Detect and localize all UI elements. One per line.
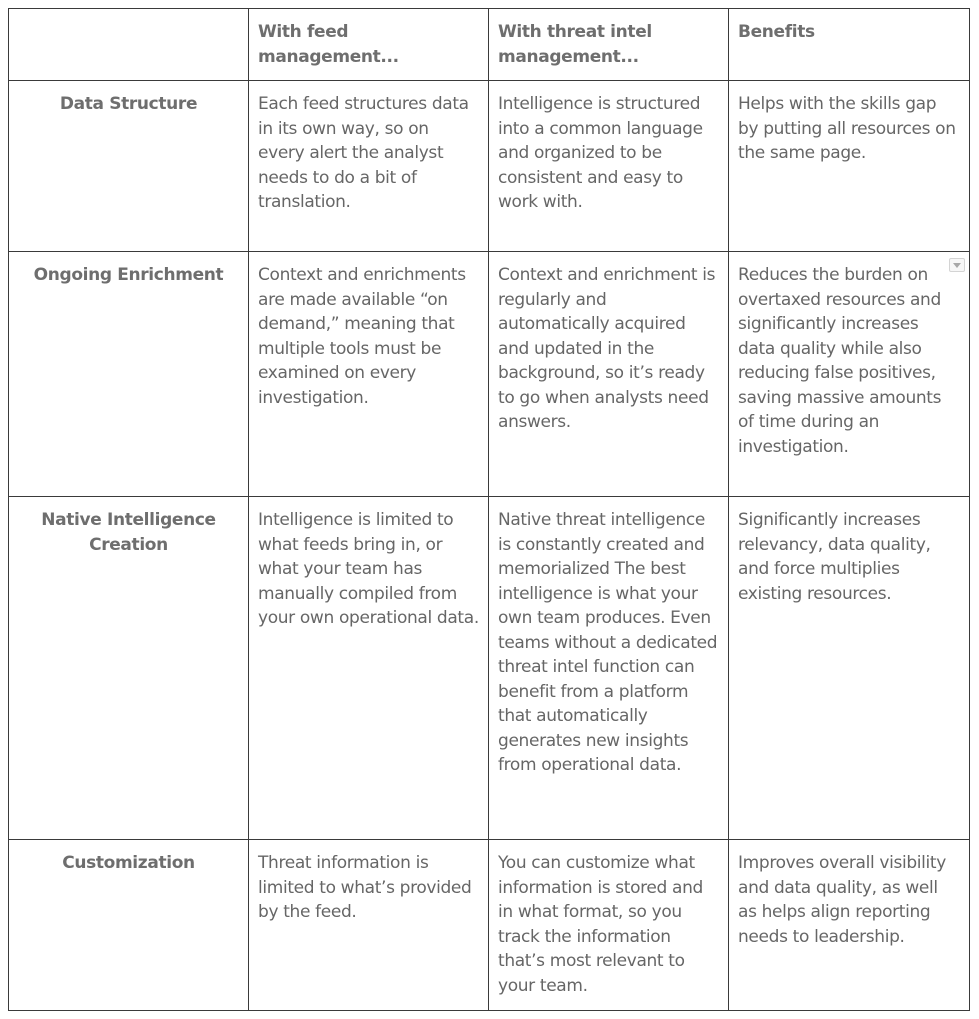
intel-cell: Native threat intelligence is constantly created and memorialized The best intelligence is what your own team produces. Even teams without a dedicated threat intel function can benefit from a platform that automatically generates new insights from operational data. — [489, 497, 729, 840]
feed-cell: Context and enrichments are made available “on demand,” meaning that multiple tools must be examined on every investigation. — [249, 252, 489, 497]
benefits-cell: Helps with the skills gap by putting all resources on the same page. — [729, 81, 970, 252]
table-row-data-structure — [9, 81, 970, 252]
row-label: Native Intelligence Creation — [9, 497, 249, 840]
comparison-table — [8, 8, 970, 1011]
benefits-cell: Significantly increases relevancy, data quality, and force multiplies existing resources. — [729, 497, 970, 840]
row-label: Ongoing Enrichment — [9, 252, 249, 497]
cell-dropdown-arrow-icon[interactable] — [949, 258, 965, 272]
row-label: Data Structure — [9, 81, 249, 252]
benefits-cell — [729, 252, 970, 497]
intel-cell: You can customize what information is stored and in what format, so you track the information that’s most relevant to your team. — [489, 840, 729, 1011]
feed-cell: Each feed structures data in its own way, so on every alert the analyst needs to do a bit of translation. — [249, 81, 489, 252]
intel-cell: Intelligence is structured into a common language and organized to be consistent and easy to work with. — [489, 81, 729, 252]
benefits-cell: Improves overall visibility and data quality, as well as helps align reporting needs to leadership. — [729, 840, 970, 1011]
row-label: Customization — [9, 840, 249, 1011]
benefits-text: Reduces the burden on overtaxed resources and significantly increases data quality while also reducing false positives, saving massive amounts of time during an investigation. — [738, 265, 942, 457]
header-threat-intel-management: With threat intel management... — [489, 9, 729, 81]
header-benefits: Benefits — [729, 9, 970, 81]
header-cell-empty — [9, 9, 249, 81]
header-feed-management: With feed management... — [249, 9, 489, 81]
table-row-native-intelligence-creation — [9, 497, 970, 840]
table-row-customization — [9, 840, 970, 1011]
table-row-ongoing-enrichment — [9, 252, 970, 497]
header-row — [9, 9, 970, 81]
feed-cell: Intelligence is limited to what feeds bring in, or what your team has manually compiled from your own operational data. — [249, 497, 489, 840]
feed-cell: Threat information is limited to what’s provided by the feed. — [249, 840, 489, 1011]
intel-cell: Context and enrichment is regularly and automatically acquired and updated in the background, so it’s ready to go when analysts need answers. — [489, 252, 729, 497]
